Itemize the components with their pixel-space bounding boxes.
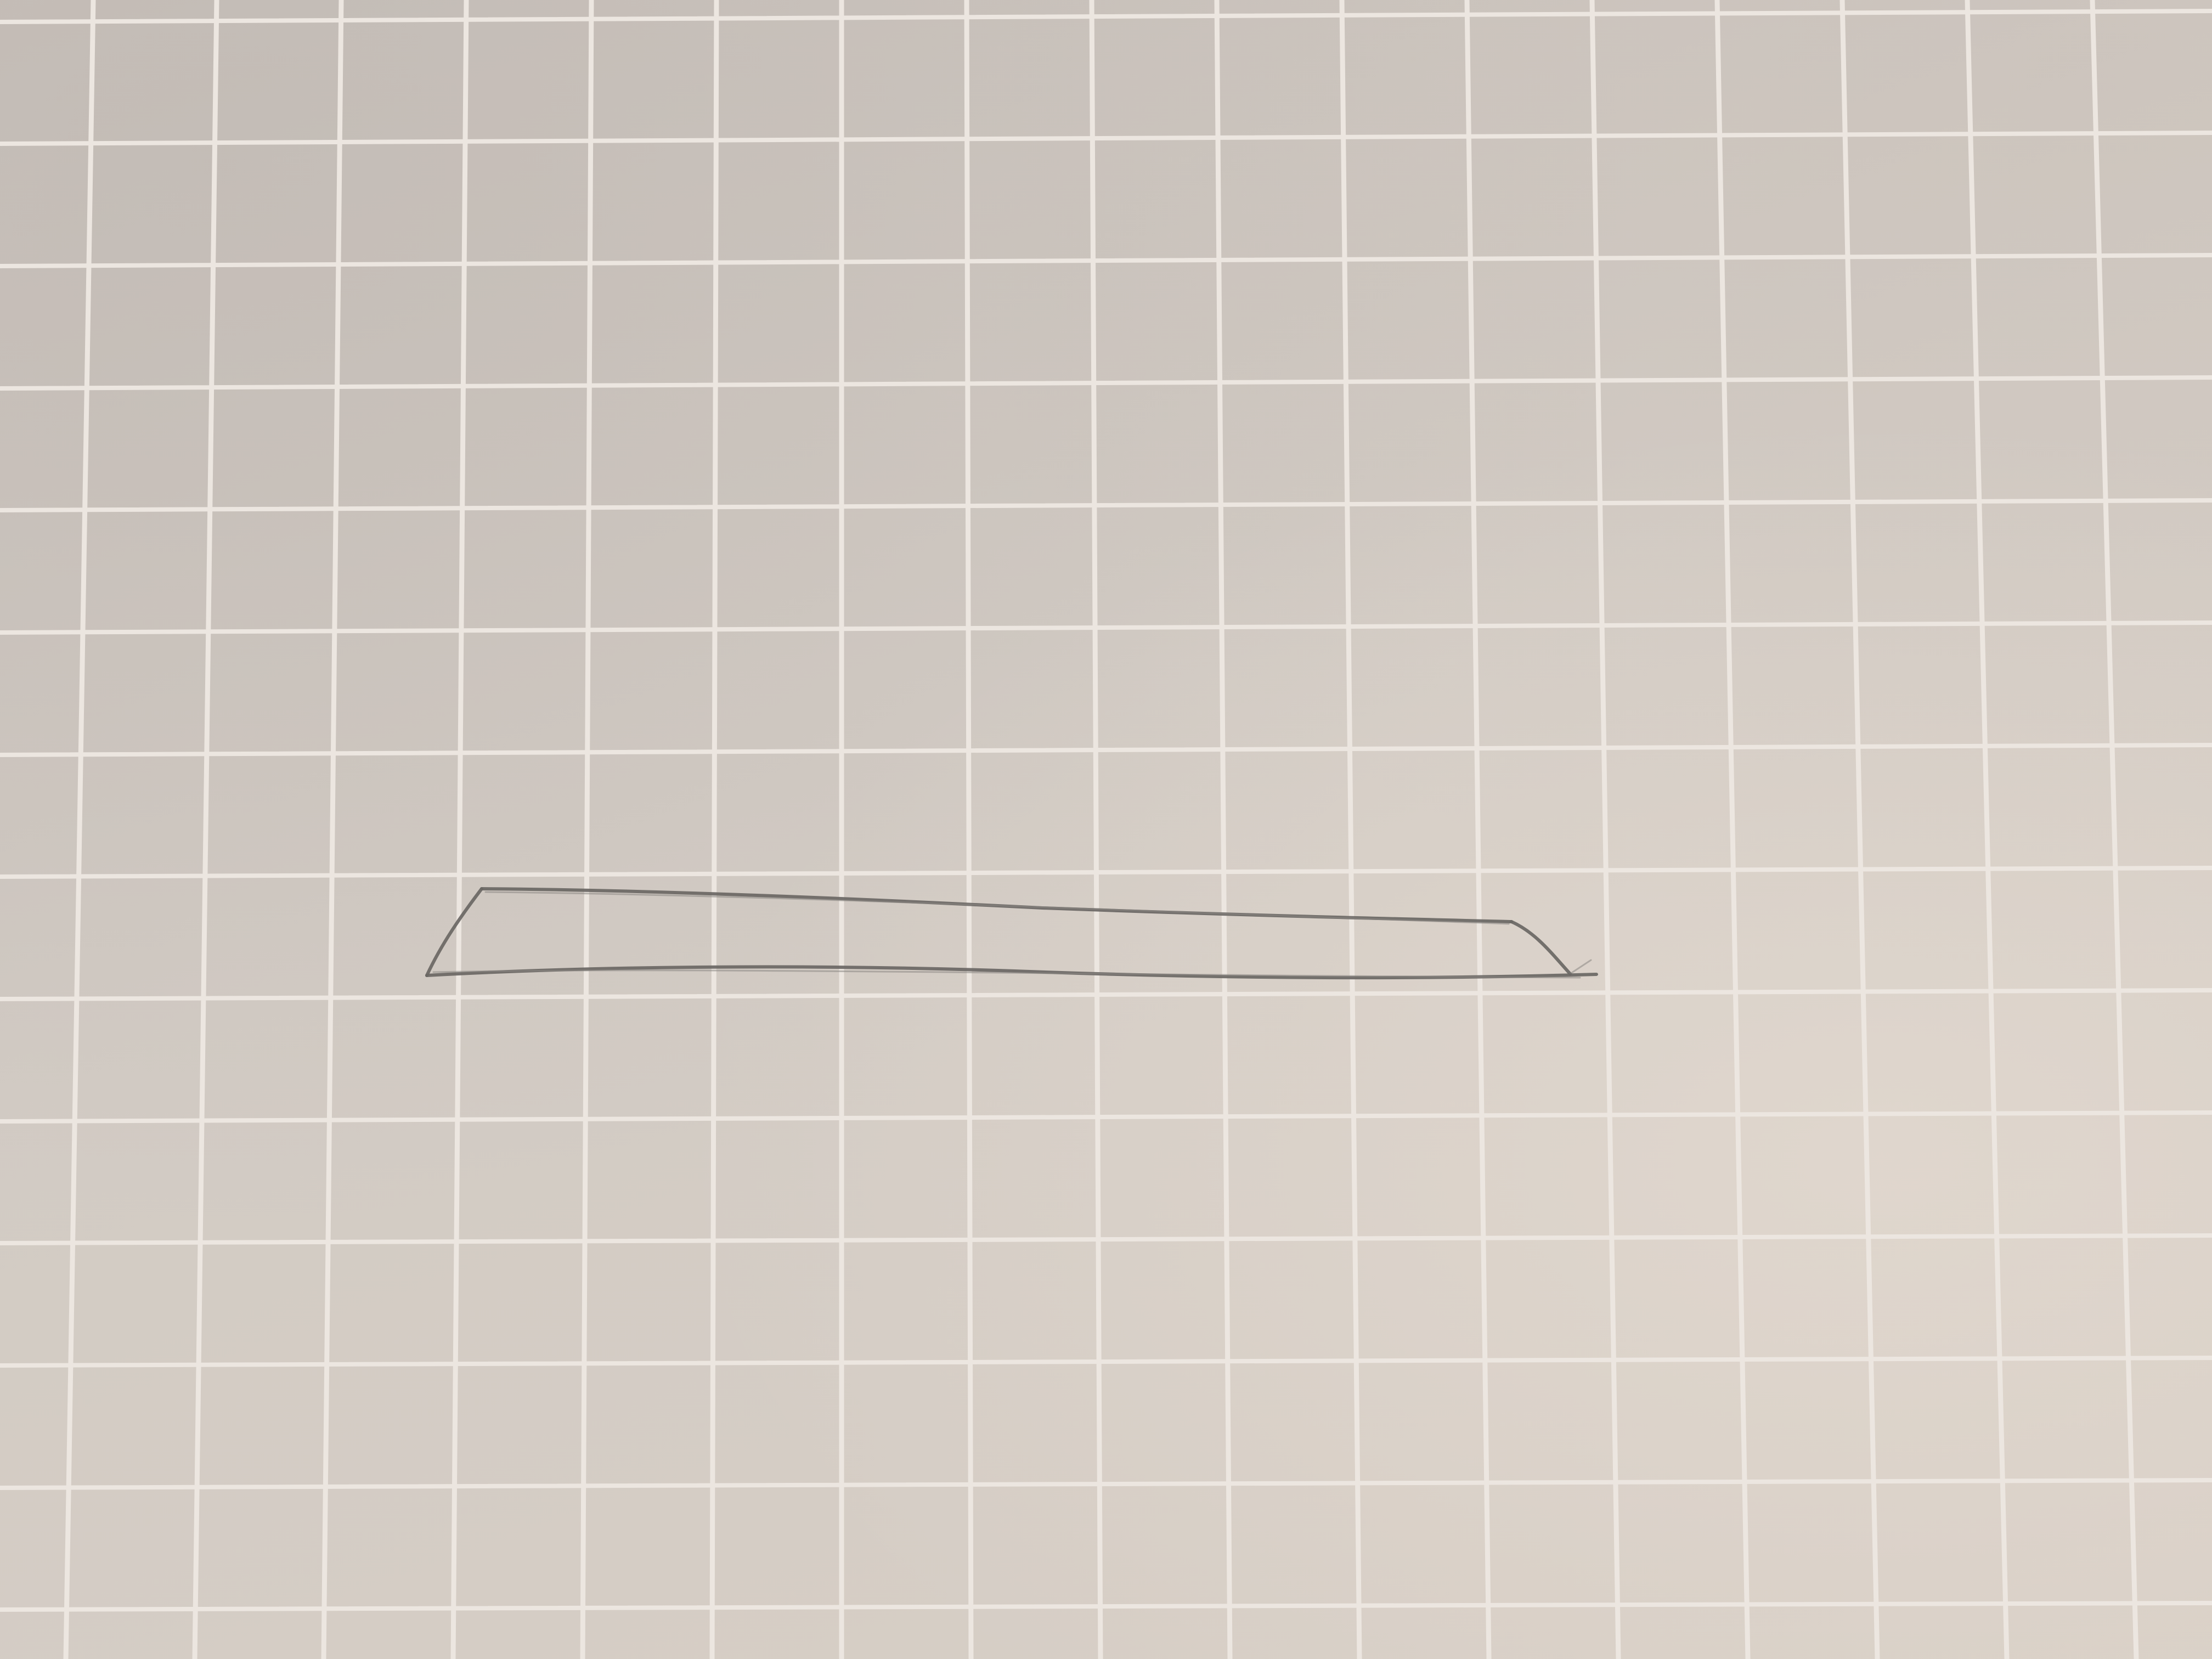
sketch-top-edge-retrace <box>486 892 1509 924</box>
sketch-left-slant <box>427 889 482 975</box>
sketch-right-tail <box>1570 960 1591 974</box>
sketch-right-slant <box>1511 922 1570 974</box>
